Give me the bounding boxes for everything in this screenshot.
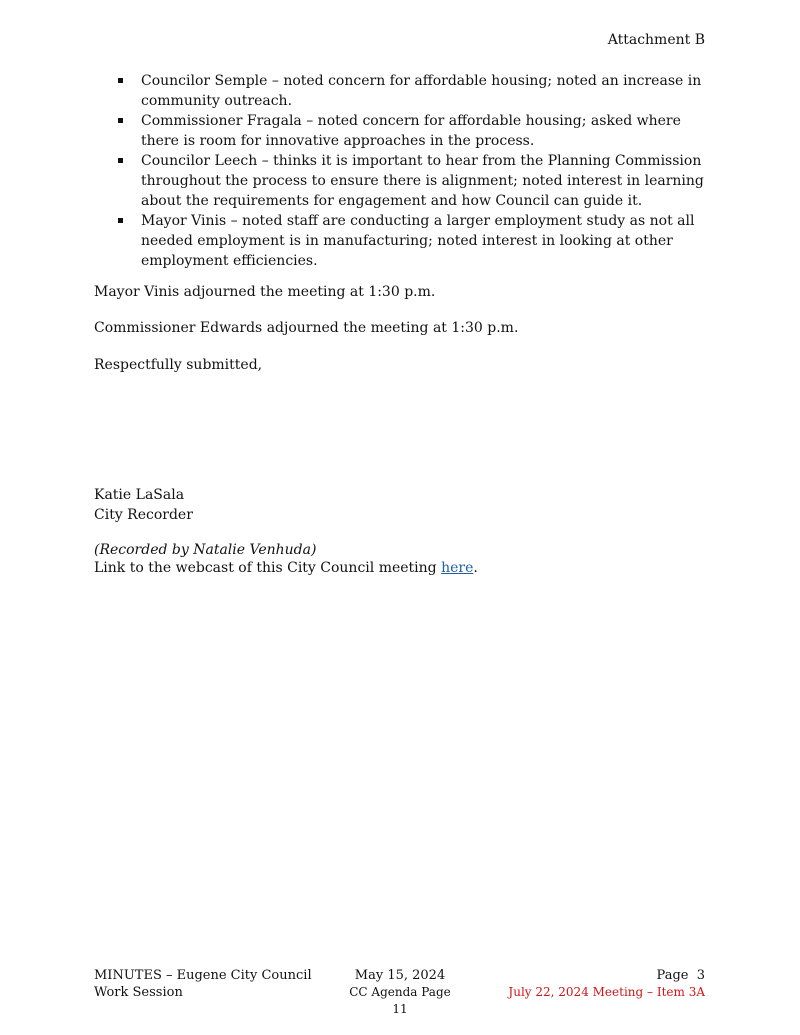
signer-name: Katie LaSala — [94, 487, 185, 503]
footer-agenda-page: CC Agenda Page 11 — [349, 985, 451, 1016]
footer-title: MINUTES – Eugene City Council — [94, 968, 312, 983]
list-item: Commissioner Fragala – noted concern for affordable housing; asked where there is room for innovative approaches in the process. — [94, 111, 706, 151]
footer-date: May 15, 2024 — [354, 968, 446, 983]
footer-left — [94, 967, 312, 1001]
footer-meeting-label: July 22, 2024 Meeting – Item 3A — [508, 985, 705, 999]
commissioner-adjourn-text: Commissioner Edwards adjourned the meeting at 1:30 p.m. — [94, 320, 519, 336]
signer-title: City Recorder — [94, 507, 193, 523]
attachment-label: Attachment B — [607, 32, 705, 48]
footer-center — [340, 967, 460, 1018]
webcast-line — [94, 558, 478, 578]
footer-page-number: Page 3 — [656, 968, 705, 983]
list-item: Councilor Leech – thinks it is important to hear from the Planning Commission throughout the process to ensure there is alignment; noted interest in learning about the requirements for engagement and how Council can guide it. — [94, 151, 706, 211]
webcast-prefix: Link to the webcast of this City Council meeting — [94, 560, 442, 576]
webcast-suffix: . — [473, 560, 478, 576]
list-item: Councilor Semple – noted concern for affordable housing; noted an increase in community outreach. — [94, 71, 706, 111]
closing-text: Respectfully submitted, — [94, 357, 263, 373]
webcast-link[interactable]: here — [441, 560, 474, 576]
mayor-adjourn-text: Mayor Vinis adjourned the meeting at 1:30 p.m. — [94, 284, 436, 300]
signature-block — [94, 485, 193, 525]
recorded-by-text: (Recorded by Natalie Venhuda) — [94, 542, 317, 558]
footer-subtitle: Work Session — [94, 985, 183, 1000]
comment-list — [94, 71, 706, 271]
list-item: Mayor Vinis – noted staff are conducting a larger employment study as not all needed employment is in manufacturing; noted interest in looking at other employment efficiencies. — [94, 211, 706, 271]
footer-right — [508, 967, 705, 1001]
